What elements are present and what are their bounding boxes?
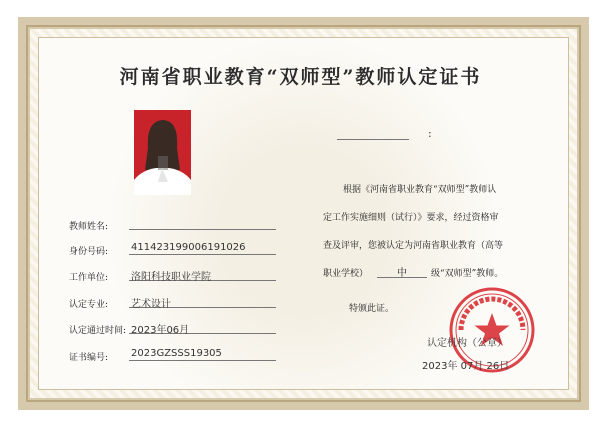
body-line-1: 根据《河南省职业教育“双师型”教师认 bbox=[343, 185, 497, 195]
field-value: 2023年06月 bbox=[129, 321, 276, 334]
issuer-label: 认定机构（公章） bbox=[427, 338, 507, 349]
body-line-3: 查及评审，您被认定为河南省职业教育（高等 bbox=[323, 241, 504, 251]
field-label: 身份号码: bbox=[69, 247, 109, 257]
field-value: 411423199006191026 bbox=[129, 242, 276, 255]
field-value: 洛阳科技职业学院 bbox=[129, 268, 276, 281]
name-colon: : bbox=[428, 127, 432, 140]
closing-line: 特颁此证。 bbox=[349, 304, 395, 314]
body-line-2: 定工作实施细则（试行）》要求，经过资格审 bbox=[323, 213, 499, 223]
field-label: 教师姓名: bbox=[69, 222, 109, 232]
body-line-4-suffix: 级“双师型”教师。 bbox=[431, 269, 504, 279]
field-value: 2023GZSSS19305 bbox=[129, 348, 276, 361]
grade-value: 中 bbox=[377, 264, 427, 278]
issue-date: 2023年 07月 26日 bbox=[422, 361, 510, 372]
field-value bbox=[129, 217, 276, 230]
certificate-title: 河南省职业教育“双师型”教师认定证书 bbox=[119, 66, 482, 88]
holder-name bbox=[337, 125, 409, 140]
field-label: 工作单位: bbox=[69, 273, 109, 283]
field-label: 认定专业: bbox=[69, 300, 109, 310]
body-line-4-prefix: 职业学校） bbox=[323, 269, 369, 279]
field-label: 证书编号: bbox=[69, 353, 109, 363]
field-label: 认定通过时间: bbox=[69, 326, 127, 336]
photo-silhouette-icon bbox=[134, 110, 191, 195]
field-value: 艺术设计 bbox=[129, 295, 276, 308]
holder-photo bbox=[134, 110, 191, 195]
